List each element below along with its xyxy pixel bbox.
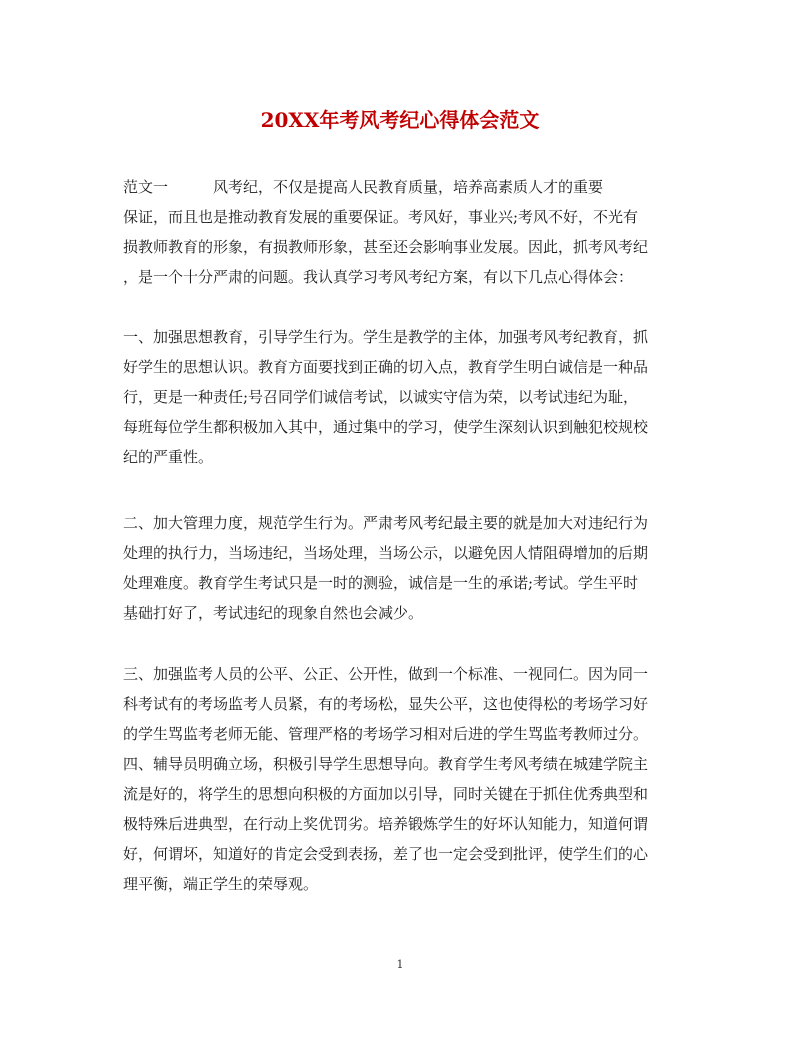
body-line: 四、辅导员明确立场，积极引导学生思想导向。教育学生考风考绩在城建学院主 [123, 755, 649, 773]
body-line: 处理难度。教育学生考试只是一时的测验，诚信是一生的承诺;考试。学生平时 [123, 574, 639, 592]
body-line: 一、加强思想教育，引导学生行为。学生是教学的主体，加强考风考纪教育，抓 [123, 328, 649, 346]
body-line: 损教师教育的形象，有损教师形象，甚至还会影响事业发展。因此，抓考风考纪 [123, 238, 649, 256]
body-line: 保证，而且也是推动教育发展的重要保证。考风好，事业兴;考风不好，不光有 [123, 208, 639, 226]
body-line: 好学生的思想认识。教育方面要找到正确的切入点，教育学生明白诚信是一种品 [123, 358, 649, 376]
body-line: 三、加强监考人员的公平、公正、公开性，做到一个标准、一视同仁。因为同一 [123, 665, 649, 683]
body-line: 科考试有的考场监考人员紧，有的考场松，显失公平，这也使得松的考场学习好 [123, 695, 649, 713]
body-line: 理平衡，端正学生的荣辱观。 [123, 875, 319, 893]
body-line: 基础打好了，考试违纪的现象自然也会减少。 [123, 604, 424, 622]
document-title: 20XX年考风考纪心得体会范文 [260, 108, 540, 132]
body-line: 二、加大管理力度，规范学生行为。严肃考风考纪最主要的就是加大对违纪行为 [123, 514, 649, 532]
body-line: 处理的执行力，当场违纪，当场处理，当场公示，以避免因人情阻碍增加的后期 [123, 544, 649, 562]
body-line: 范文一 风考纪，不仅是提高人民教育质量，培养高素质人才的重要 [123, 178, 604, 196]
page-number: 1 [396, 958, 404, 971]
body-line: 流是好的，将学生的思想向积极的方面加以引导，同时关键在于抓住优秀典型和 [123, 785, 649, 803]
body-line: 每班每位学生都积极加入其中，通过集中的学习，使学生深刻认识到触犯校规校 [123, 418, 649, 436]
body-line: 纪的严重性。 [123, 448, 214, 466]
body-line: ，是一个十分严肃的问题。我认真学习考风考纪方案，有以下几点心得体会： [123, 268, 634, 286]
body-line: 好，何谓坏，知道好的肯定会受到表扬，差了也一定会受到批评，使学生们的心 [123, 845, 649, 863]
body-line: 极特殊后进典型，在行动上奖优罚劣。培养锻炼学生的好坏认知能力，知道何谓 [123, 815, 649, 833]
body-line: 行，更是一种责任;号召同学们诚信考试，以诚实守信为荣，以考试违纪为耻， [123, 388, 639, 406]
body-line: 的学生骂监考老师无能、管理严格的考场学习相对后进的学生骂监考教师过分。 [123, 725, 649, 743]
